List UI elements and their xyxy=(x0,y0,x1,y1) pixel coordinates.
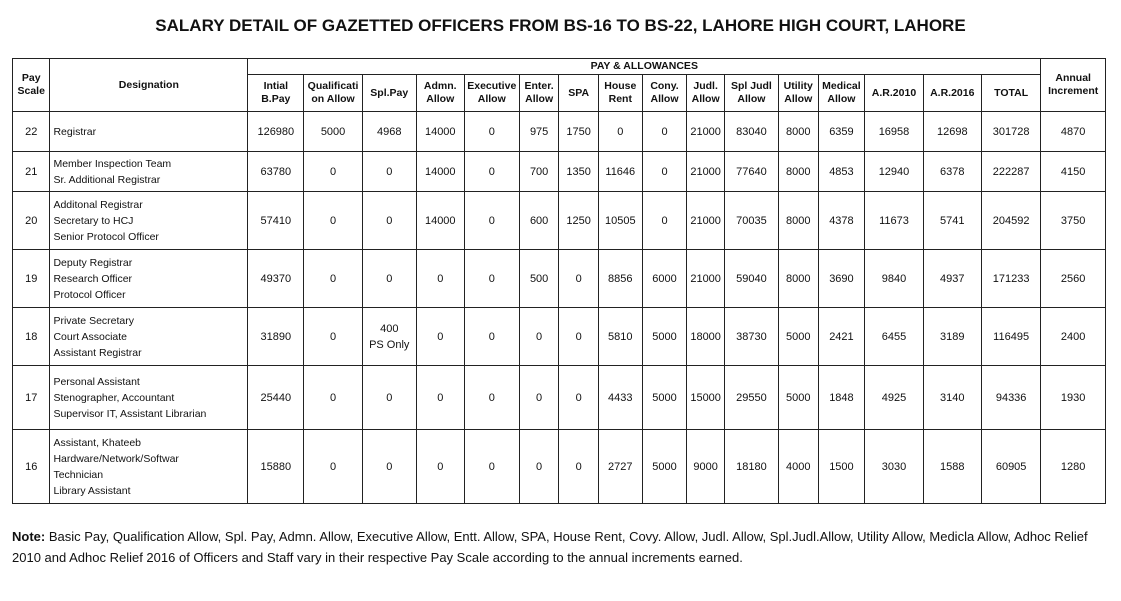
column-header: House Rent xyxy=(598,75,642,112)
amount-cell: 1750 xyxy=(559,112,599,152)
amount-cell: 6000 xyxy=(642,250,687,308)
amount-cell: 0 xyxy=(362,366,416,430)
column-header: Intial B.Pay xyxy=(248,75,304,112)
designation-cell xyxy=(50,250,248,308)
annual-increment-header: Annual Increment xyxy=(1041,59,1106,112)
column-header: TOTAL xyxy=(981,75,1040,112)
annual-increment-cell: 1930 xyxy=(1041,366,1106,430)
designation-cell xyxy=(50,430,248,504)
pay-scale-cell: 18 xyxy=(13,308,50,366)
amount-cell: 0 xyxy=(416,250,464,308)
amount-cell: 11646 xyxy=(598,152,642,192)
amount-cell: 0 xyxy=(519,366,559,430)
amount-cell: 21000 xyxy=(687,250,724,308)
annual-increment-cell: 2560 xyxy=(1041,250,1106,308)
column-header: Utility Allow xyxy=(778,75,818,112)
annual-increment-cell: 3750 xyxy=(1041,192,1106,250)
amount-cell: 0 xyxy=(304,430,362,504)
amount-cell: 77640 xyxy=(724,152,778,192)
table-row xyxy=(13,308,1106,366)
amount-cell: 63780 xyxy=(248,152,304,192)
amount-cell: 83040 xyxy=(724,112,778,152)
column-header: Judl. Allow xyxy=(687,75,724,112)
amount-cell: 204592 xyxy=(981,192,1040,250)
amount-cell: 5000 xyxy=(304,112,362,152)
amount-cell: 600 xyxy=(519,192,559,250)
amount-cell: 12940 xyxy=(865,152,923,192)
amount-cell: 4433 xyxy=(598,366,642,430)
amount-cell: 15880 xyxy=(248,430,304,504)
designation-line: Senior Protocol Officer xyxy=(53,230,159,243)
amount-cell: 9840 xyxy=(865,250,923,308)
amount-cell: 70035 xyxy=(724,192,778,250)
amount-cell: 14000 xyxy=(416,152,464,192)
amount-cell: 49370 xyxy=(248,250,304,308)
designation-cell xyxy=(50,152,248,192)
amount-cell: 0 xyxy=(598,112,642,152)
amount-cell: 0 xyxy=(464,366,519,430)
designation-cell xyxy=(50,112,248,152)
amount-cell: 0 xyxy=(304,152,362,192)
amount-cell: 15000 xyxy=(687,366,724,430)
amount-cell: 0 xyxy=(464,112,519,152)
amount-cell: 0 xyxy=(519,430,559,504)
amount-cell: 14000 xyxy=(416,192,464,250)
amount-cell: 0 xyxy=(559,250,599,308)
designation-line: Registrar xyxy=(53,125,97,138)
designation-line: Assistant, Khateeb xyxy=(53,436,142,449)
amount-cell: 0 xyxy=(559,430,599,504)
amount-cell: 0 xyxy=(304,250,362,308)
amount-cell: 21000 xyxy=(687,192,724,250)
column-header: Executive Allow xyxy=(464,75,519,112)
amount-cell: 0 xyxy=(464,430,519,504)
column-header: Enter. Allow xyxy=(519,75,559,112)
amount-cell: 10505 xyxy=(598,192,642,250)
amount-cell: 0 xyxy=(464,152,519,192)
annual-increment-cell: 1280 xyxy=(1041,430,1106,504)
designation-line: Deputy Registrar xyxy=(53,256,133,269)
amount-cell: 5000 xyxy=(642,308,687,366)
designation-line: Personal Assistant xyxy=(53,375,140,388)
column-header: Spl Judl Allow xyxy=(724,75,778,112)
amount-cell: 1350 xyxy=(559,152,599,192)
table-row xyxy=(13,152,1106,192)
amount-cell: 5000 xyxy=(778,366,818,430)
amount-cell: 0 xyxy=(559,308,599,366)
amount-cell: 25440 xyxy=(248,366,304,430)
amount-cell: 3189 xyxy=(923,308,981,366)
designation-line: Court Associate xyxy=(53,330,128,343)
designation-line: Assistant Registrar xyxy=(53,346,142,359)
annual-increment-cell: 4150 xyxy=(1041,152,1106,192)
designation-line: Stenographer, Accountant xyxy=(53,391,175,404)
amount-cell: 0 xyxy=(304,366,362,430)
amount-cell: 0 xyxy=(464,192,519,250)
amount-cell: 5000 xyxy=(778,308,818,366)
table-row xyxy=(13,192,1106,250)
amount-cell: 0 xyxy=(362,192,416,250)
pay-allowances-header: PAY & ALLOWANCES xyxy=(248,59,1041,75)
designation-line: Private Secretary xyxy=(53,314,134,327)
amount-cell: 0 xyxy=(559,366,599,430)
amount-cell: 1848 xyxy=(818,366,865,430)
amount-cell: 4853 xyxy=(818,152,865,192)
amount-cell: 0 xyxy=(642,192,687,250)
amount-cell: 0 xyxy=(416,366,464,430)
pay-scale-cell: 16 xyxy=(13,430,50,504)
amount-cell: 3690 xyxy=(818,250,865,308)
amount-cell: 18180 xyxy=(724,430,778,504)
amount-cell: 3030 xyxy=(865,430,923,504)
designation-line: Library Assistant xyxy=(53,484,131,497)
amount-cell: 11673 xyxy=(865,192,923,250)
column-header: SPA xyxy=(559,75,599,112)
designation-line: Research Officer xyxy=(53,272,133,285)
amount-cell: 4925 xyxy=(865,366,923,430)
amount-cell: 29550 xyxy=(724,366,778,430)
amount-cell: 21000 xyxy=(687,152,724,192)
amount-cell: 0 xyxy=(519,308,559,366)
annual-increment-cell: 4870 xyxy=(1041,112,1106,152)
pay-scale-cell: 19 xyxy=(13,250,50,308)
amount-cell: 6455 xyxy=(865,308,923,366)
designation-line: Protocol Officer xyxy=(53,288,126,301)
page-title: SALARY DETAIL OF GAZETTED OFFICERS FROM BS-16 TO BS-22, LAHORE HIGH COURT, LAHORE xyxy=(155,16,966,35)
amount-cell: 1500 xyxy=(818,430,865,504)
column-header: Admn. Allow xyxy=(416,75,464,112)
amount-cell: 31890 xyxy=(248,308,304,366)
table-row xyxy=(13,250,1106,308)
amount-cell: 1250 xyxy=(559,192,599,250)
amount-cell: 0 xyxy=(304,192,362,250)
amount-cell: 8000 xyxy=(778,112,818,152)
column-header: Spl.Pay xyxy=(362,75,416,112)
amount-cell: 59040 xyxy=(724,250,778,308)
amount-cell: 975 xyxy=(519,112,559,152)
amount-cell: 0 xyxy=(362,152,416,192)
amount-cell: 4968 xyxy=(362,112,416,152)
note xyxy=(12,526,1107,568)
designation-cell xyxy=(50,308,248,366)
amount-cell: 0 xyxy=(362,430,416,504)
column-header: Cony. Allow xyxy=(642,75,687,112)
amount-cell: 4000 xyxy=(778,430,818,504)
pay-scale-cell: 22 xyxy=(13,112,50,152)
amount-cell: 5810 xyxy=(598,308,642,366)
amount-cell: 8856 xyxy=(598,250,642,308)
amount-cell: 1588 xyxy=(923,430,981,504)
pay-scale-cell: 21 xyxy=(13,152,50,192)
note-text: Basic Pay, Qualification Allow, Spl. Pay, Admn. Allow, Executive Allow, Entt. Allow, SPA, House Rent, Covy. Allow, Judl. Allow, Spl.Judl.Allow, Utility Allow, Medicla Allow, Adhoc Relief 2010 and Adhoc Relief 2016 of Officers and Staff vary in their respective Pay Scale according to the annual increments earned. xyxy=(12,529,1088,565)
amount-cell: 5741 xyxy=(923,192,981,250)
designation-line: Technician xyxy=(53,468,104,481)
amount-cell: 57410 xyxy=(248,192,304,250)
amount-cell: 0 xyxy=(304,308,362,366)
annual-increment-cell: 2400 xyxy=(1041,308,1106,366)
designation-header: Designation xyxy=(50,59,248,112)
column-header: A.R.2016 xyxy=(923,75,981,112)
amount-cell: 5000 xyxy=(642,366,687,430)
table-row xyxy=(13,112,1106,152)
column-header: A.R.2010 xyxy=(865,75,923,112)
amount-cell: 126980 xyxy=(248,112,304,152)
amount-cell: 171233 xyxy=(981,250,1040,308)
amount-cell: 400 PS Only xyxy=(362,308,416,366)
pay-scale-header: Pay Scale xyxy=(13,59,50,112)
amount-cell: 16958 xyxy=(865,112,923,152)
amount-cell: 500 xyxy=(519,250,559,308)
designation-line: Hardware/Network/Softwar xyxy=(53,452,179,465)
amount-cell: 301728 xyxy=(981,112,1040,152)
amount-cell: 0 xyxy=(642,152,687,192)
amount-cell: 0 xyxy=(362,250,416,308)
pay-scale-cell: 20 xyxy=(13,192,50,250)
amount-cell: 0 xyxy=(464,250,519,308)
amount-cell: 3140 xyxy=(923,366,981,430)
designation-line: Additonal Registrar xyxy=(53,198,143,211)
amount-cell: 2727 xyxy=(598,430,642,504)
amount-cell: 8000 xyxy=(778,192,818,250)
table-row xyxy=(13,366,1106,430)
amount-cell: 4937 xyxy=(923,250,981,308)
pay-scale-cell: 17 xyxy=(13,366,50,430)
amount-cell: 0 xyxy=(416,308,464,366)
designation-cell xyxy=(50,366,248,430)
designation-cell xyxy=(50,192,248,250)
amount-cell: 38730 xyxy=(724,308,778,366)
amount-cell: 0 xyxy=(416,430,464,504)
column-header: Medical Allow xyxy=(818,75,865,112)
designation-line: Sr. Additional Registrar xyxy=(53,173,161,186)
amount-cell: 6378 xyxy=(923,152,981,192)
salary-table xyxy=(12,58,1106,504)
amount-cell: 8000 xyxy=(778,250,818,308)
designation-line: Member Inspection Team xyxy=(53,157,172,170)
amount-cell: 18000 xyxy=(687,308,724,366)
note-label: Note: xyxy=(12,529,46,544)
amount-cell: 0 xyxy=(464,308,519,366)
amount-cell: 60905 xyxy=(981,430,1040,504)
amount-cell: 0 xyxy=(642,112,687,152)
amount-cell: 94336 xyxy=(981,366,1040,430)
amount-cell: 5000 xyxy=(642,430,687,504)
amount-cell: 116495 xyxy=(981,308,1040,366)
amount-cell: 9000 xyxy=(687,430,724,504)
table-row xyxy=(13,430,1106,504)
amount-cell: 4378 xyxy=(818,192,865,250)
column-header: Qualificati on Allow xyxy=(304,75,362,112)
designation-line: Supervisor IT, Assistant Librarian xyxy=(53,407,207,420)
amount-cell: 6359 xyxy=(818,112,865,152)
amount-cell: 14000 xyxy=(416,112,464,152)
amount-cell: 700 xyxy=(519,152,559,192)
designation-line: Secretary to HCJ xyxy=(53,214,134,227)
amount-cell: 12698 xyxy=(923,112,981,152)
amount-cell: 2421 xyxy=(818,308,865,366)
amount-cell: 8000 xyxy=(778,152,818,192)
amount-cell: 222287 xyxy=(981,152,1040,192)
amount-cell: 21000 xyxy=(687,112,724,152)
